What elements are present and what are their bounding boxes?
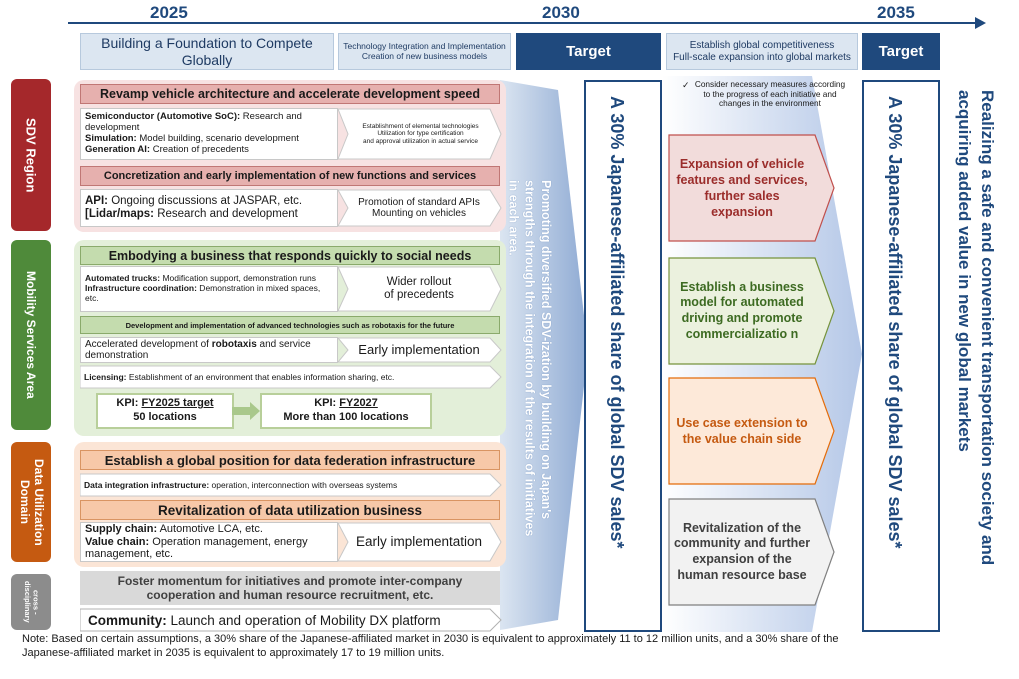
data-item-integration: Data integration infrastructure: operation, interconnection with overseas systems <box>84 480 398 490</box>
data-item-supply: Supply chain: Automotive LCA, etc. <box>85 523 263 536</box>
sdv-chevron-1-text: Establishment of elemental technologies Utilization for type certification and approval utilization in actual service <box>362 122 479 145</box>
kpi-fy2025: KPI: FY2025 target 50 locations <box>96 393 234 429</box>
mobility-title-robotaxi: Development and implementation of advanced technologies such as robotaxis for the future <box>80 316 500 334</box>
sdv-chevron-2-text: Promotion of standard APIs Mounting on vehicles <box>358 196 480 219</box>
cross-item-community: Community: Launch and operation of Mobility DX platform <box>88 612 441 628</box>
target-2035-text: A 30% Japanese-affiliated share of global SDV sales* <box>885 96 905 549</box>
tab-data-utilization: Data Utilization Domain <box>11 442 51 562</box>
phase-global <box>666 33 858 70</box>
goal-3: Use case extension to the value chain side <box>676 415 808 446</box>
kpi-fy2027: KPI: FY2027 More than 100 locations <box>260 393 432 429</box>
data-chain-list <box>80 522 338 562</box>
year-2025: 2025 <box>150 3 188 22</box>
phase-global-line2: Full-scale expansion into global markets <box>673 51 851 63</box>
sdv-title-concretization: Concretization and early implementation of new functions and services <box>80 166 500 186</box>
tab-cross-disciplinary: cross -disciplinary <box>11 574 51 630</box>
target-2030-header: Target <box>516 33 661 70</box>
mobility-item-licensing: Licensing: Establishment of an environment that enables information sharing, etc. <box>84 372 395 382</box>
mobility-item-robotaxi: Accelerated development of robotaxis and service demonstration <box>80 337 338 363</box>
cross-foster: Foster momentum for initiatives and promote inter-company cooperation and human resource recruitment, etc. <box>80 571 500 605</box>
year-2035: 2035 <box>877 3 915 22</box>
sdv-item-api: API: Ongoing discussions at JASPAR, etc. <box>85 194 303 207</box>
phase-tech-line2: Creation of new business models <box>361 50 488 61</box>
mobility-trucks-list <box>80 266 338 312</box>
timeline-arrow <box>60 14 990 32</box>
mobility-chevron-2-text: Early implementation <box>358 341 480 357</box>
integration-arrow-text: Promoting diversified SDV-ization by building on Japan's strengths through the integration of the results of initiatives in each area. <box>506 180 553 537</box>
kpi-arrow <box>232 402 262 420</box>
tab-mobility-services: Mobility Services Area <box>11 240 51 430</box>
mobility-item-trucks: Automated trucks: Modification support, demonstration runs <box>85 273 317 284</box>
data-item-value: Value chain: Operation management, energy management, etc. <box>85 535 308 561</box>
goal-1: Expansion of vehicle features and services, further sales expansion <box>676 156 808 220</box>
data-chevron-text: Early implementation <box>355 534 483 550</box>
vision-statement: Realizing a safe and convenient transportation society and acquiring added value in new global markets <box>954 90 997 566</box>
phase-global-line1: Establish global competitiveness <box>689 40 835 51</box>
goal-2: Establish a business model for automated driving and promote commercializatio n <box>680 279 804 341</box>
mobility-item-infra: Infrastructure coordination: Demonstration in mixed spaces, etc. <box>85 283 321 303</box>
sdv-title-architecture: Revamp vehicle architecture and accelerate development speed <box>80 84 500 104</box>
phase-tech-line1: Technology Integration and Implementation <box>343 40 506 51</box>
sdv-item-lidar: [Lidar/maps: Research and development <box>85 208 298 220</box>
mobility-chevron-1-text: Wider rollout of precedents <box>384 275 454 301</box>
data-title-federation: Establish a global position for data federation infrastructure <box>80 450 500 470</box>
sdv-item-simulation: Simulation: Model building, scenario development <box>85 133 299 144</box>
consider-note: Consider necessary measures according to the progress of each initiative and changes in the environment <box>694 79 846 109</box>
phase-foundation: Building a Foundation to Compete Globally <box>80 33 334 70</box>
tab-sdv-region: SDV Region <box>11 79 51 231</box>
year-2030: 2030 <box>542 3 580 22</box>
mobility-title-business: Embodying a business that responds quickly to social needs <box>80 246 500 265</box>
sdv-item-genai: Generation AI: Creation of precedents <box>85 143 249 155</box>
footnote: Note: Based on certain assumptions, a 30% share of the Japanese-affiliated market in 2030 is equivalent to approximately 11 to 12 million units, and a 30% share of the Japanese-affiliated market in 2035 is equivalent to approximately 17 to 19 million units. <box>22 633 839 660</box>
target-2030-text: A 30% Japanese-affiliated share of global SDV sales* <box>607 96 627 549</box>
sdv-api-list <box>80 189 338 227</box>
target-2035-header: Target <box>862 33 940 70</box>
sdv-item-semiconductor: Semiconductor (Automotive SoC): Research and development <box>85 111 302 134</box>
sdv-tech-list <box>80 108 338 160</box>
data-title-revitalization: Revitalization of data utilization business <box>80 500 500 520</box>
goal-4: Revitalization of the community and further expansion of the human resource base <box>673 520 811 582</box>
phase-tech <box>338 33 511 70</box>
check-icon: ✓ <box>682 80 690 90</box>
